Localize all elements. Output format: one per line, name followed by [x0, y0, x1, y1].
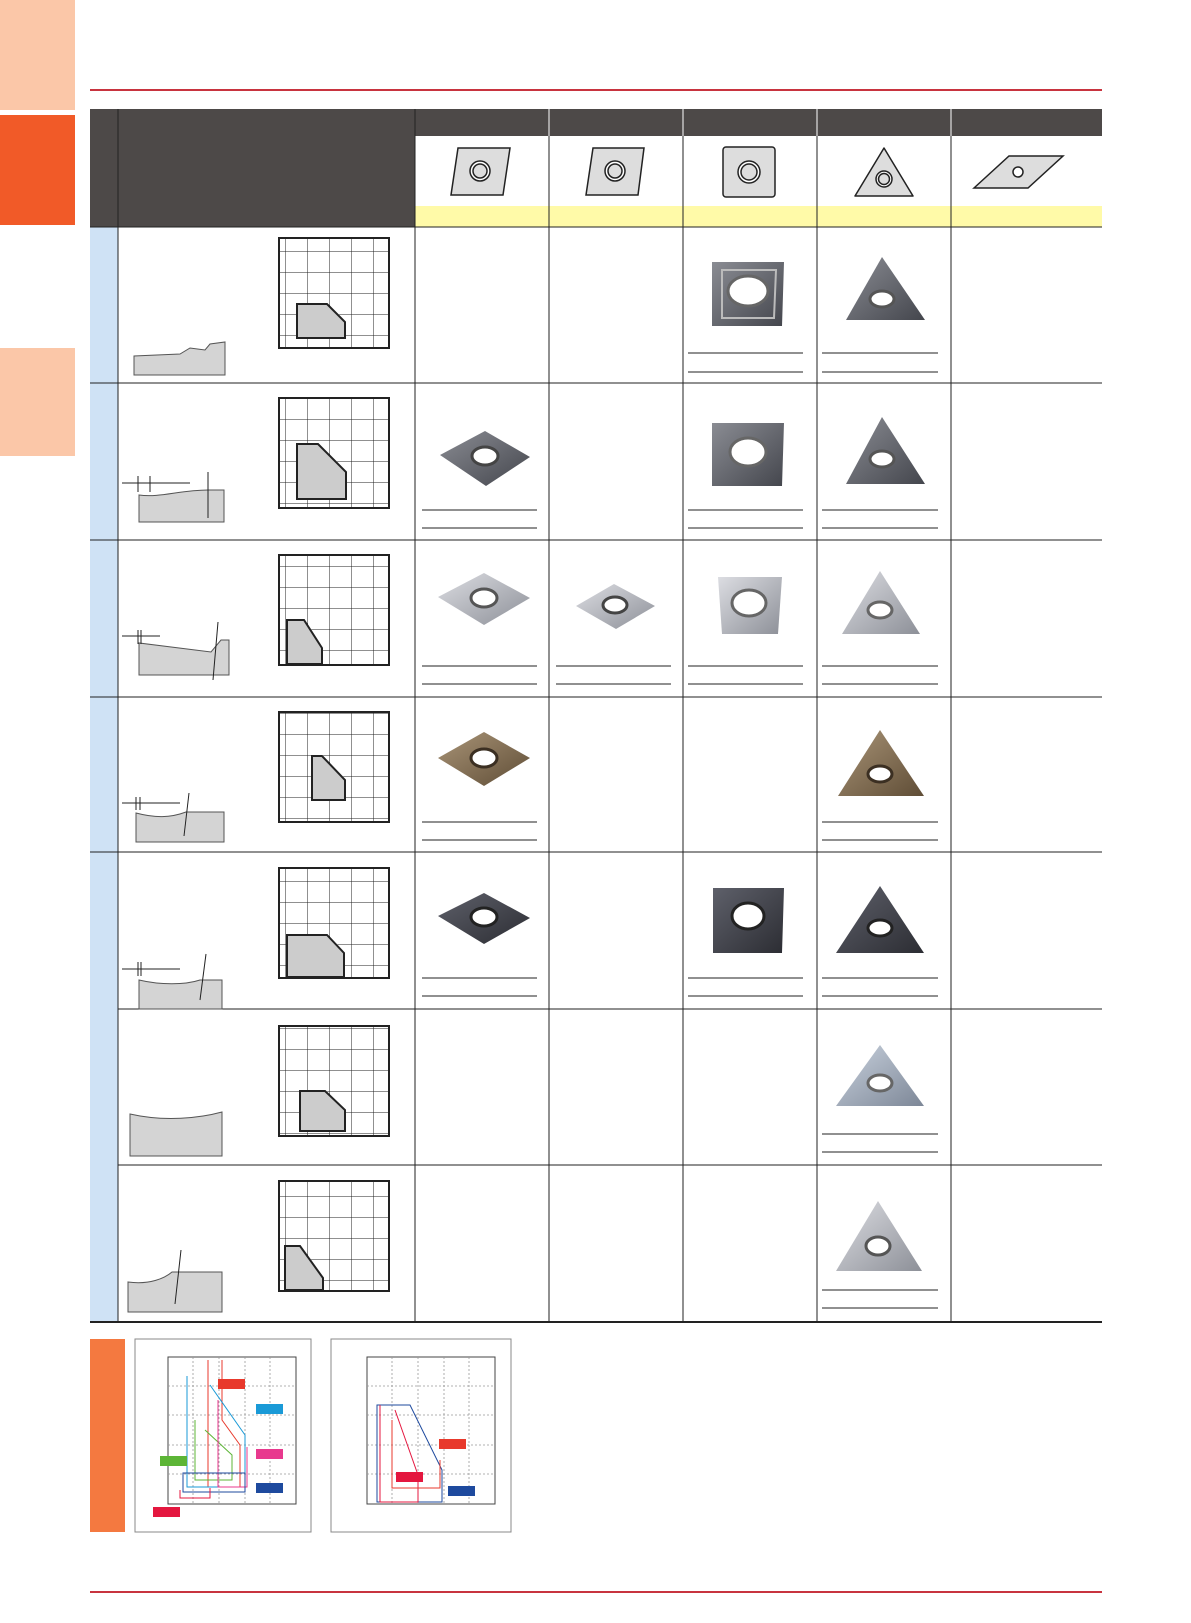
insert-row4-col4: [838, 730, 924, 796]
insert-row2-col3: [712, 423, 784, 486]
insert-row3-col1: [438, 573, 530, 625]
insert-row3-col4: [842, 571, 920, 634]
insert-row1-col3: [712, 262, 784, 326]
insert-row5-col4: [836, 886, 924, 953]
insert-row7-col4: [836, 1201, 922, 1271]
insert-row2-col1: [440, 431, 530, 486]
insert-row5-col3: [713, 888, 784, 953]
insert-row3-col3: [718, 577, 782, 634]
insert-row2-col4: [846, 417, 925, 484]
insert-row6-col4: [836, 1045, 924, 1106]
insert-row1-col4: [846, 257, 925, 320]
insert-row5-col1: [438, 893, 530, 944]
insert-row3-col2: [576, 584, 655, 629]
insert-row4-col1: [438, 732, 530, 786]
